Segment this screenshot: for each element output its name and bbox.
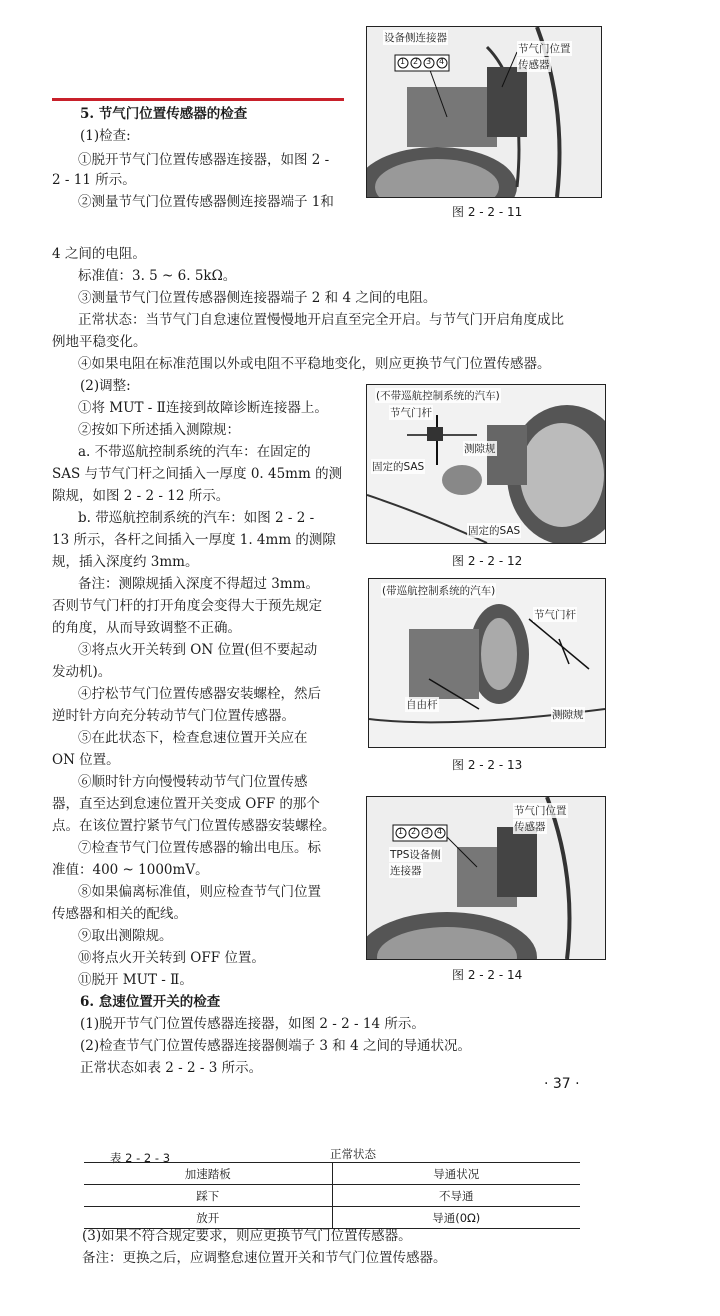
paragraph-line: b. 带巡航控制系统的汽车：如图 2 - 2 - [78,510,315,526]
table-cell: 不导通 [439,1188,474,1203]
figure-label: 测隙规 [464,443,496,455]
paragraph-line: 器，直至达到怠速位置开关变成 OFF 的那个 [52,796,320,812]
paragraph-line: ①脱开节气门位置传感器连接器，如图 2 - [78,152,330,168]
paragraph-line: 发动机)。 [52,664,112,680]
paragraph-line: ⑧如果偏离标准值，则应检查节气门位置 [78,884,321,900]
figure-label: 固定的SAS [372,461,425,473]
paragraph-line: ⑤在此状态下，检查怠速位置开关应在 [78,730,308,746]
paragraph-line: 点。在该位置拧紧节气门位置传感器安装螺栓。 [52,818,336,834]
table-header-cell: 导通状况 [433,1166,480,1181]
figure-label: 固定的SAS [468,525,521,537]
figure-label: 节气门位置 [518,43,571,55]
figure-2-2-11 [366,26,602,198]
table-cell: 导通(0Ω) [432,1210,481,1225]
paragraph-line: 否则节气门杆的打开角度会变得大于预先规定 [52,598,322,614]
normal-state-table [84,1162,580,1229]
figure-label: TPS设备侧 [390,849,441,861]
footer-line: (3)如果不符合规定要求，则应更换节气门位置传感器。 [82,1228,412,1244]
table-header-cell: 加速踏板 [84,1163,332,1185]
table-cell: 踩下 [84,1185,332,1207]
connector-pin: 2 [411,827,417,836]
figure-label: 设备侧连接器 [384,32,447,44]
paragraph-line: SAS 与节气门杆之间插入一厚度 0. 45mm 的测 [52,466,343,482]
table-header-row [84,1163,580,1185]
paragraph-line: 隙规，如图 2 - 2 - 12 所示。 [52,488,230,504]
connector-pin: 4 [437,827,443,836]
section5-heading: 5. 节气门位置传感器的检查 [80,106,248,122]
paragraph-line: 传感器和相关的配线。 [52,906,187,922]
connector-pin: 2 [413,57,419,66]
paragraph-line: ⑦检查节气门位置传感器的输出电压。标 [78,840,321,856]
figure-label: 自由杆 [406,699,438,711]
figure-label: (带巡航控制系统的汽车) [382,585,496,597]
figure-label: 测隙规 [552,709,584,721]
figure-caption: 图 2 - 2 - 14 [452,968,523,982]
paragraph-line: (2)检查节气门位置传感器连接器侧端子 3 和 4 之间的导通状况。 [80,1038,471,1054]
paragraph-line: ②按如下所述插入测隙规： [78,422,240,438]
paragraph-line: 正常状态如表 2 - 2 - 3 所示。 [80,1060,263,1076]
paragraph-line: (1)脱开节气门位置传感器连接器，如图 2 - 2 - 14 所示。 [80,1016,425,1032]
paragraph-line: a. 不带巡航控制系统的汽车：在固定的 [78,444,311,460]
paragraph-line: 的角度，从而导致调整不正确。 [52,620,241,636]
page-number: · 37 · [544,1076,580,1092]
check-title: (1)检查: [80,128,131,144]
paragraph-line: ON 位置。 [52,752,120,768]
figure-label: 节气门位置 [514,805,567,817]
paragraph-line: 备注：测隙规插入深度不得超过 3mm。 [78,576,319,592]
footer-line: 备注：更换之后，应调整怠速位置开关和节气门位置传感器。 [82,1250,447,1266]
paragraph-line: 标准值：3. 5 ~ 6. 5kΩ。 [78,268,237,284]
table-cell: 放开 [84,1207,332,1229]
connector-pin: 1 [400,57,406,66]
paragraph-line: 正常状态：当节气门自怠速位置慢慢地开启直至完全开启。与节气门开启角度成比 [78,312,564,328]
connector-pin: 3 [424,827,430,836]
paragraph-line: ①将 MUT - Ⅱ连接到故障诊断连接器上。 [78,400,328,416]
paragraph-line: ②测量节气门位置传感器侧连接器端子 1和 [78,194,334,210]
figure-label: 节气门杆 [390,407,432,419]
figure-label: 连接器 [390,865,422,877]
figure-label: 节气门杆 [534,609,576,621]
figure-label: (不带巡航控制系统的汽车) [376,390,500,402]
paragraph-line: ③将点火开关转到 ON 位置(但不要起动 [78,642,318,658]
adjust-title: (2)调整: [80,378,131,394]
connector-pin: 4 [439,57,445,66]
table-row [84,1185,580,1207]
paragraph-line: ⑥顺时针方向慢慢转动节气门位置传感 [78,774,308,790]
paragraph-line: ⑪脱开 MUT - Ⅱ。 [78,972,193,988]
paragraph-line: 例地平稳变化。 [52,334,147,350]
paragraph-line: 4 之间的电阻。 [52,246,146,262]
paragraph-line: ④如果电阻在标准范围以外或电阻不平稳地变化，则应更换节气门位置传感器。 [78,356,551,372]
paragraph-line: 规，插入深度约 3mm。 [52,554,199,570]
figure-caption: 图 2 - 2 - 13 [452,758,523,772]
figure-caption: 图 2 - 2 - 11 [452,205,523,219]
paragraph-line: 2 - 11 所示。 [52,172,136,188]
figure-2-2-13 [368,578,606,748]
connector-pin: 1 [398,827,404,836]
paragraph-line: 准值：400 ~ 1000mV。 [52,862,209,878]
connector-pin: 3 [426,57,432,66]
paragraph-line: ⑨取出测隙规。 [78,928,173,944]
table-label: 表 2 - 2 - 3 [110,1151,171,1165]
red-underline [52,98,344,101]
paragraph-line: 13 所示，各杆之间插入一厚度 1. 4mm 的测隙 [52,532,336,548]
tps-connector-illustration [367,797,605,959]
paragraph-line: ④拧松节气门位置传感器安装螺栓，然后 [78,686,321,702]
section6-heading: 6. 怠速位置开关的检查 [80,994,221,1010]
table-title: 正常状态 [330,1147,376,1161]
figure-label: 传感器 [518,59,550,71]
paragraph-line: 逆时针方向充分转动节气门位置传感器。 [52,708,295,724]
figure-2-2-12 [366,384,606,544]
paragraph-line: ⑩将点火开关转到 OFF 位置。 [78,950,265,966]
paragraph-line: ③测量节气门位置传感器侧连接器端子 2 和 4 之间的电阻。 [78,290,437,306]
figure-label: 传感器 [514,821,546,833]
figure-caption: 图 2 - 2 - 12 [452,554,523,568]
figure-2-2-14 [366,796,606,960]
